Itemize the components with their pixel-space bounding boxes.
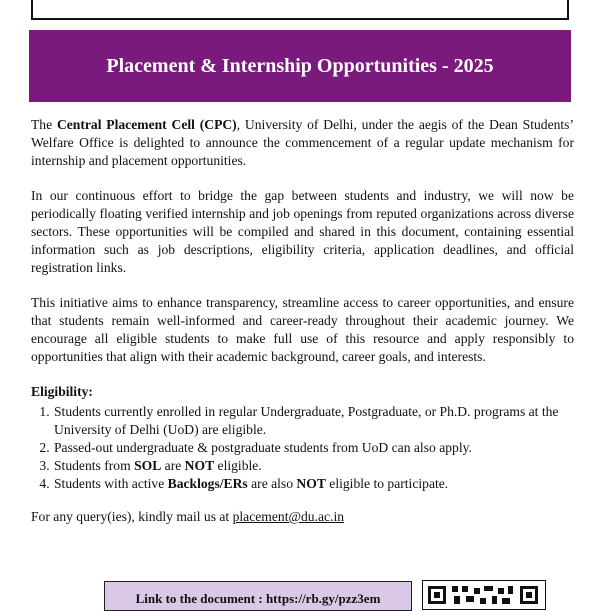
- page-title: Placement & Internship Opportunities - 2025: [106, 54, 494, 77]
- document-link-box[interactable]: [104, 581, 412, 611]
- eligibility-list: [31, 403, 574, 493]
- eligibility-heading: Eligibility:: [31, 384, 93, 399]
- document-link[interactable]: Link to the document : https://rb.gy/pzz3em: [135, 591, 381, 606]
- item-text: eligible.: [214, 458, 262, 473]
- intro-paragraph: [31, 116, 574, 170]
- item-emphasis: Backlogs/ERs: [167, 476, 248, 491]
- item-text: are also: [247, 476, 297, 491]
- document-body: [31, 116, 574, 526]
- item-emphasis: SOL: [134, 458, 162, 473]
- qr-code-icon: [422, 580, 546, 610]
- eligibility-item: [53, 475, 574, 493]
- title-banner: [29, 30, 571, 102]
- contact-line: [31, 508, 574, 526]
- initiative-paragraph: This initiative aims to enhance transparency, streamline access to career opportunities, and ensure that students remain well-informed and career-ready throughout their academic journey. We encourage all eligible students to make full use of this resource and apply responsibly to opportunities that align with their academic background, career goals, and interests.: [31, 295, 574, 364]
- org-name: Central Placement Cell (CPC): [56, 117, 237, 132]
- top-frame: [31, 0, 569, 20]
- email-link[interactable]: placement@du.ac.in: [232, 509, 345, 524]
- intro-suffix: , University of Delhi, under the aegis of the Dean Students’ Welfare Office is delighted to announce the commencement of a regular update mechanism for internship and placement opportunities.: [31, 117, 574, 168]
- eligibility-item: [53, 457, 574, 475]
- item-text: eligible to participate.: [325, 476, 449, 491]
- intro-prefix: The: [31, 117, 57, 132]
- item-emphasis: NOT: [296, 476, 326, 491]
- opportunities-paragraph: In our continuous effort to bridge the gap between students and industry, we will now be periodically floating verified internship and job openings from reputed organizations across diverse sectors. These opportunities will be compiled and shared in this document, containing essential information such as job descriptions, eligibility criteria, application deadlines, and official registration links.: [31, 188, 574, 275]
- contact-prefix: For any query(ies), kindly mail us at: [31, 509, 233, 524]
- eligibility-item: 2. Passed-out undergraduate & postgraduate students from UoD can also apply.: [53, 439, 574, 457]
- item-text: Students with active: [54, 476, 168, 491]
- eligibility-item: 1. Students currently enrolled in regular Undergraduate, Postgraduate, or Ph.D. programs at the University of Delhi (UoD) are eligible.: [53, 403, 574, 439]
- item-text: Students from: [54, 458, 135, 473]
- item-emphasis: NOT: [184, 458, 215, 473]
- item-text: are: [161, 458, 185, 473]
